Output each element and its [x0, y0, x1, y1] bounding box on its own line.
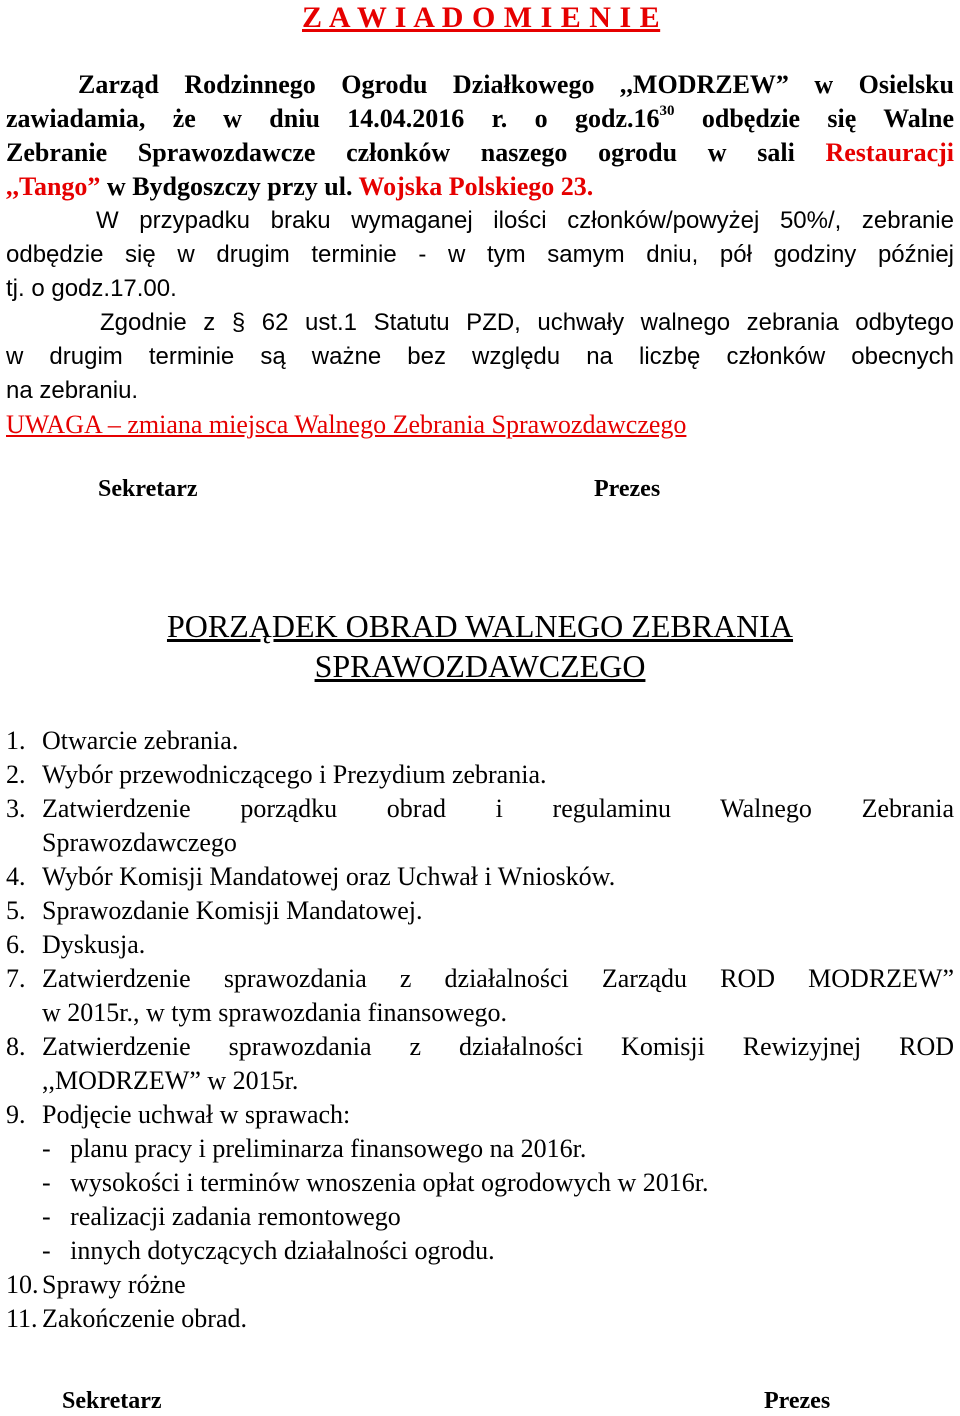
agenda-item: Zatwierdzenie sprawozdania z działalności Zarządu ROD MODRZEW”	[42, 964, 954, 993]
agenda-item-number: 11.	[6, 1304, 38, 1333]
agenda-item-number: 5.	[6, 896, 26, 925]
agenda-item-number: 8.	[6, 1032, 26, 1061]
agenda-item: Sprawozdanie Komisji Mandatowej.	[42, 896, 423, 925]
notice-line-3	[6, 136, 954, 170]
time-superscript: 30	[659, 103, 675, 119]
notice-line-2b: odbędzie się Walne	[674, 104, 954, 133]
agenda-item-continuation: w 2015r., w tym sprawozdania finansowego.	[42, 998, 508, 1027]
agenda-item-number: 7.	[6, 964, 26, 993]
street-address: Wojska Polskiego 23.	[358, 172, 594, 201]
president-signature: Prezes	[594, 476, 661, 502]
agenda-item: Podjęcie uchwał w sprawach:	[42, 1100, 351, 1129]
restaurant-name: ,,Tango”	[6, 172, 107, 201]
notice-line-2	[6, 102, 954, 136]
notice-title: Z A W I A D O M I E N I E	[302, 1, 661, 34]
agenda-item-number: 1.	[6, 726, 26, 755]
agenda-title-line-1: PORZĄDEK OBRAD WALNEGO ZEBRANIA	[166, 608, 794, 644]
agenda-item: Dyskusja.	[42, 930, 146, 959]
statute-line-1: Zgodnie z § 62 ust.1 Statutu PZD, uchwały walnego zebrania odbytego	[100, 309, 954, 336]
agenda-item-number: 6.	[6, 930, 26, 959]
notice-line-3a: Zebranie Sprawozdawcze członków naszego ogrodu w sali	[6, 138, 826, 167]
agenda-subitem: - wysokości i terminów wnoszenia opłat ogrodowych w 2016r.	[42, 1168, 709, 1197]
agenda-item-number: 3.	[6, 794, 26, 823]
notice-line-4	[6, 170, 954, 204]
quorum-line-3: tj. o godz.17.00.	[6, 275, 177, 302]
agenda-item: Otwarcie zebrania.	[42, 726, 239, 755]
agenda-title-line-2: SPRAWOZDAWCZEGO	[314, 648, 646, 684]
quorum-line-1: W przypadku braku wymaganej ilości członków/powyżej 50%/, zebranie	[96, 207, 954, 234]
agenda-item: Zatwierdzenie porządku obrad i regulaminu Walnego Zebrania	[42, 794, 954, 823]
agenda-item: Wybór przewodniczącego i Prezydium zebrania.	[42, 760, 547, 789]
agenda-subitem: - planu pracy i preliminarza finansowego na 2016r.	[42, 1134, 587, 1163]
agenda-item-number: 9.	[6, 1100, 26, 1129]
agenda-item: Zakończenie obrad.	[42, 1304, 248, 1333]
notice-line-4b: w Bydgoszczy przy ul.	[106, 172, 359, 201]
agenda-item-number: 10.	[6, 1270, 39, 1299]
quorum-line-2: odbędzie się w drugim terminie - w tym samym dniu, pół godziny później	[6, 241, 954, 268]
agenda-subitem: - realizacji zadania remontowego	[42, 1202, 401, 1231]
secretary-signature-bottom: Sekretarz	[62, 1388, 162, 1414]
president-signature-bottom: Prezes	[764, 1388, 831, 1414]
notice-line-2a: zawiadamia, że w dniu 14.04.2016 r. o godz.16	[6, 104, 660, 133]
secretary-signature: Sekretarz	[98, 476, 198, 502]
statute-line-3: na zebraniu.	[6, 377, 139, 404]
agenda-item: Wybór Komisji Mandatowej oraz Uchwał i Wniosków.	[42, 862, 616, 891]
agenda-item-number: 2.	[6, 760, 26, 789]
agenda-item-number: 4.	[6, 862, 26, 891]
agenda-item: Zatwierdzenie sprawozdania z działalności Komisji Rewizyjnej ROD	[42, 1032, 954, 1061]
agenda-item-continuation: ,,MODRZEW” w 2015r.	[42, 1066, 299, 1095]
statute-line-2: w drugim terminie są ważne bez względu na liczbę członków obecnych	[6, 343, 954, 370]
location-change-warning: UWAGA – zmiana miejsca Walnego Zebrania Sprawozdawczego	[6, 410, 687, 439]
restaurant-word: Restauracji	[825, 138, 954, 167]
agenda-item: Sprawy różne	[42, 1270, 186, 1299]
agenda-subitem: - innych dotyczących działalności ogrodu.	[42, 1236, 495, 1265]
agenda-item-continuation: Sprawozdawczego	[42, 828, 237, 857]
notice-line-1: Zarząd Rodzinnego Ogrodu Działkowego ,,MODRZEW” w Osielsku	[78, 70, 954, 99]
